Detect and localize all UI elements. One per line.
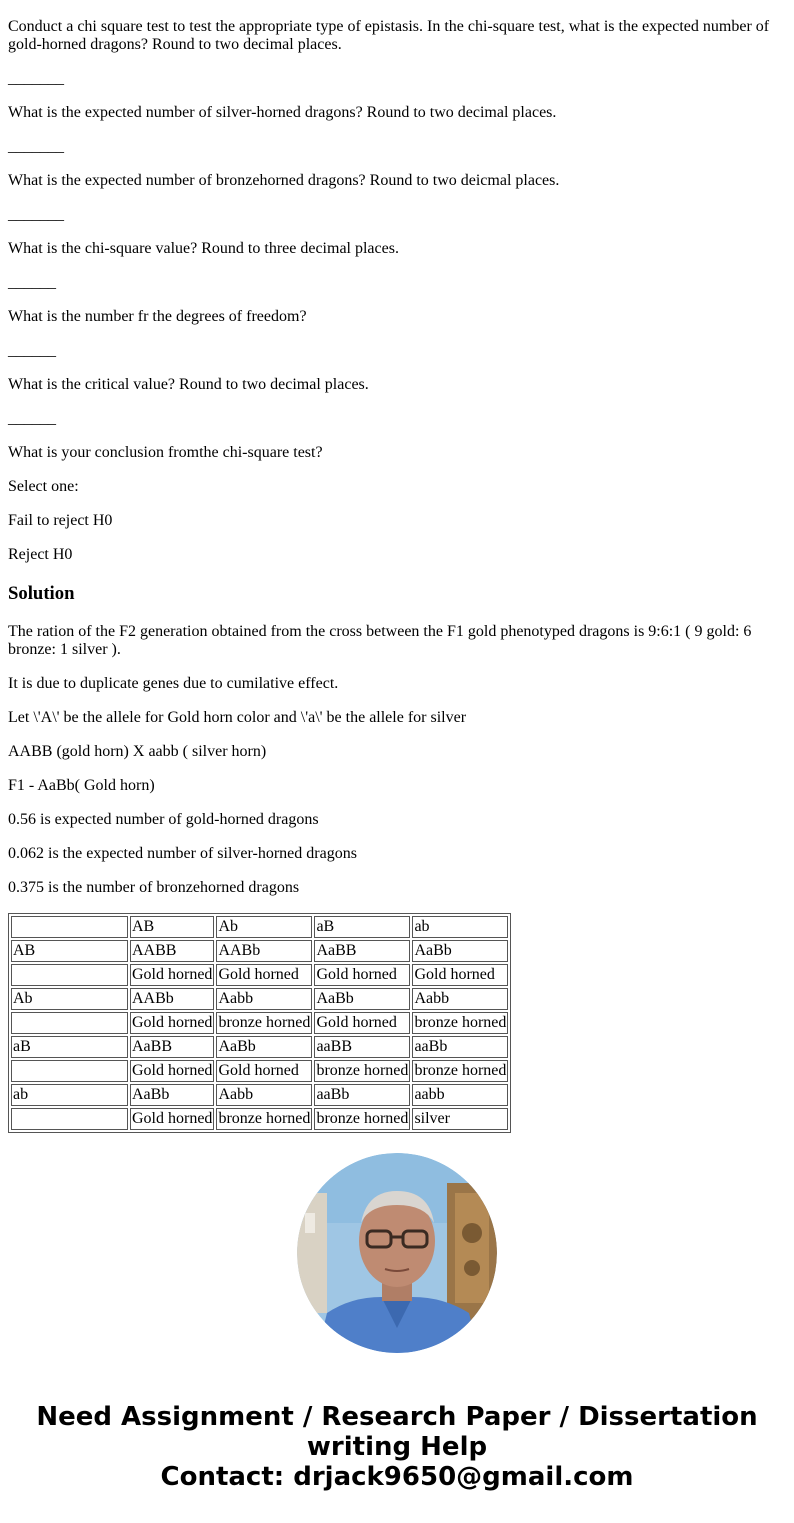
promo-contact-line[interactable]: Contact: drjack9650@gmail.com: [160, 1462, 634, 1492]
solution-paragraph-f1: F1 - AaBb( Gold horn): [8, 777, 155, 794]
table-cell: Gold horned: [412, 964, 508, 986]
answer-blank-2: _______: [8, 138, 64, 155]
table-cell: AaBb: [412, 940, 508, 962]
solution-paragraph-cross: AABB (gold horn) X aabb ( silver horn): [8, 743, 267, 760]
solution-paragraph-ratio: The ration of the F2 generation obtained from the cross between the F1 gold phenotyped dragons is 9:6:1 ( 9 gold: 6 bronze: 1 silver ).: [8, 623, 752, 658]
select-one-label: Select one:: [8, 478, 79, 495]
table-row: [11, 1036, 508, 1058]
table-row: [11, 940, 508, 962]
table-cell: bronze horned: [216, 1012, 312, 1034]
option-reject[interactable]: Reject H0: [8, 546, 73, 563]
table-cell: aB: [11, 1036, 128, 1058]
question-1: Conduct a chi square test to test the appropriate type of epistasis. In the chi-square test, what is the expected number of gold-horned dragons? Round to two decimal places.: [8, 18, 770, 53]
table-cell: Aabb: [412, 988, 508, 1010]
answer-blank-1: _______: [8, 70, 64, 87]
table-cell: ab: [412, 916, 508, 938]
question-3: What is the expected number of bronzehorned dragons? Round to two deicmal places.: [8, 172, 560, 189]
table-row: [11, 1060, 508, 1082]
table-cell: Aabb: [216, 1084, 312, 1106]
table-cell: AB: [11, 940, 128, 962]
table-cell: aaBb: [412, 1036, 508, 1058]
table-cell: aB: [314, 916, 410, 938]
solution-heading: Solution: [8, 583, 75, 604]
table-row: [11, 1012, 508, 1034]
table-cell: [11, 916, 128, 938]
table-cell: [11, 1108, 128, 1130]
table-cell: AaBB: [314, 940, 410, 962]
table-cell: aaBb: [314, 1084, 410, 1106]
table-cell: Ab: [216, 916, 312, 938]
table-cell: aabb: [412, 1084, 508, 1106]
table-cell: bronze horned: [314, 1108, 410, 1130]
table-cell: bronze horned: [412, 1060, 508, 1082]
table-cell: AABb: [216, 940, 312, 962]
promo-banner: [0, 1402, 794, 1492]
table-cell: [11, 964, 128, 986]
answer-blank-4: ______: [8, 274, 56, 291]
answer-blank-6: ______: [8, 410, 56, 427]
table-cell: Gold horned: [314, 1012, 410, 1034]
answer-blank-5: ______: [8, 342, 56, 359]
table-cell: AB: [130, 916, 214, 938]
table-cell: Gold horned: [130, 964, 214, 986]
solution-paragraph-alleles: Let \'A\' be the allele for Gold horn color and \'a\' be the allele for silver: [8, 709, 467, 726]
solution-paragraph-duplicate-genes: It is due to duplicate genes due to cumilative effect.: [8, 675, 339, 692]
table-cell: bronze horned: [412, 1012, 508, 1034]
table-cell: bronze horned: [314, 1060, 410, 1082]
solution-paragraph-gold: 0.56 is expected number of gold-horned dragons: [8, 811, 319, 828]
table-cell: Ab: [11, 988, 128, 1010]
table-cell: Gold horned: [130, 1060, 214, 1082]
table-cell: bronze horned: [216, 1108, 312, 1130]
question-4: What is the chi-square value? Round to three decimal places.: [8, 240, 399, 257]
table-cell: [11, 1012, 128, 1034]
table-row: [11, 1084, 508, 1106]
question-2: What is the expected number of silver-horned dragons? Round to two decimal places.: [8, 104, 557, 121]
author-avatar: [297, 1153, 497, 1353]
table-row: [11, 1108, 508, 1130]
table-row: [11, 916, 508, 938]
question-7: What is your conclusion fromthe chi-square test?: [8, 444, 323, 461]
table-cell: AaBb: [130, 1084, 214, 1106]
table-cell: silver: [412, 1108, 508, 1130]
option-fail-to-reject[interactable]: Fail to reject H0: [8, 512, 113, 529]
table-cell: Gold horned: [130, 1012, 214, 1034]
table-cell: AaBb: [216, 1036, 312, 1058]
answer-blank-3: _______: [8, 206, 64, 223]
table-row: [11, 988, 508, 1010]
punnett-square-table: [8, 913, 511, 1133]
promo-line-1: Need Assignment / Research Paper / Dissertation: [36, 1402, 758, 1432]
question-5: What is the number fr the degrees of freedom?: [8, 308, 307, 325]
table-cell: Gold horned: [216, 964, 312, 986]
table-cell: [11, 1060, 128, 1082]
table-cell: Aabb: [216, 988, 312, 1010]
solution-paragraph-silver: 0.062 is the expected number of silver-horned dragons: [8, 845, 357, 862]
table-cell: AaBb: [314, 988, 410, 1010]
table-row: [11, 964, 508, 986]
table-cell: Gold horned: [216, 1060, 312, 1082]
table-cell: Gold horned: [130, 1108, 214, 1130]
table-cell: ab: [11, 1084, 128, 1106]
solution-paragraph-bronze: 0.375 is the number of bronzehorned dragons: [8, 879, 300, 896]
table-cell: AABB: [130, 940, 214, 962]
table-cell: AABb: [130, 988, 214, 1010]
table-cell: AaBB: [130, 1036, 214, 1058]
promo-line-2: writing Help: [306, 1432, 488, 1462]
question-6: What is the critical value? Round to two decimal places.: [8, 376, 369, 393]
person-photo-icon: [297, 1153, 497, 1353]
table-cell: aaBB: [314, 1036, 410, 1058]
table-cell: Gold horned: [314, 964, 410, 986]
